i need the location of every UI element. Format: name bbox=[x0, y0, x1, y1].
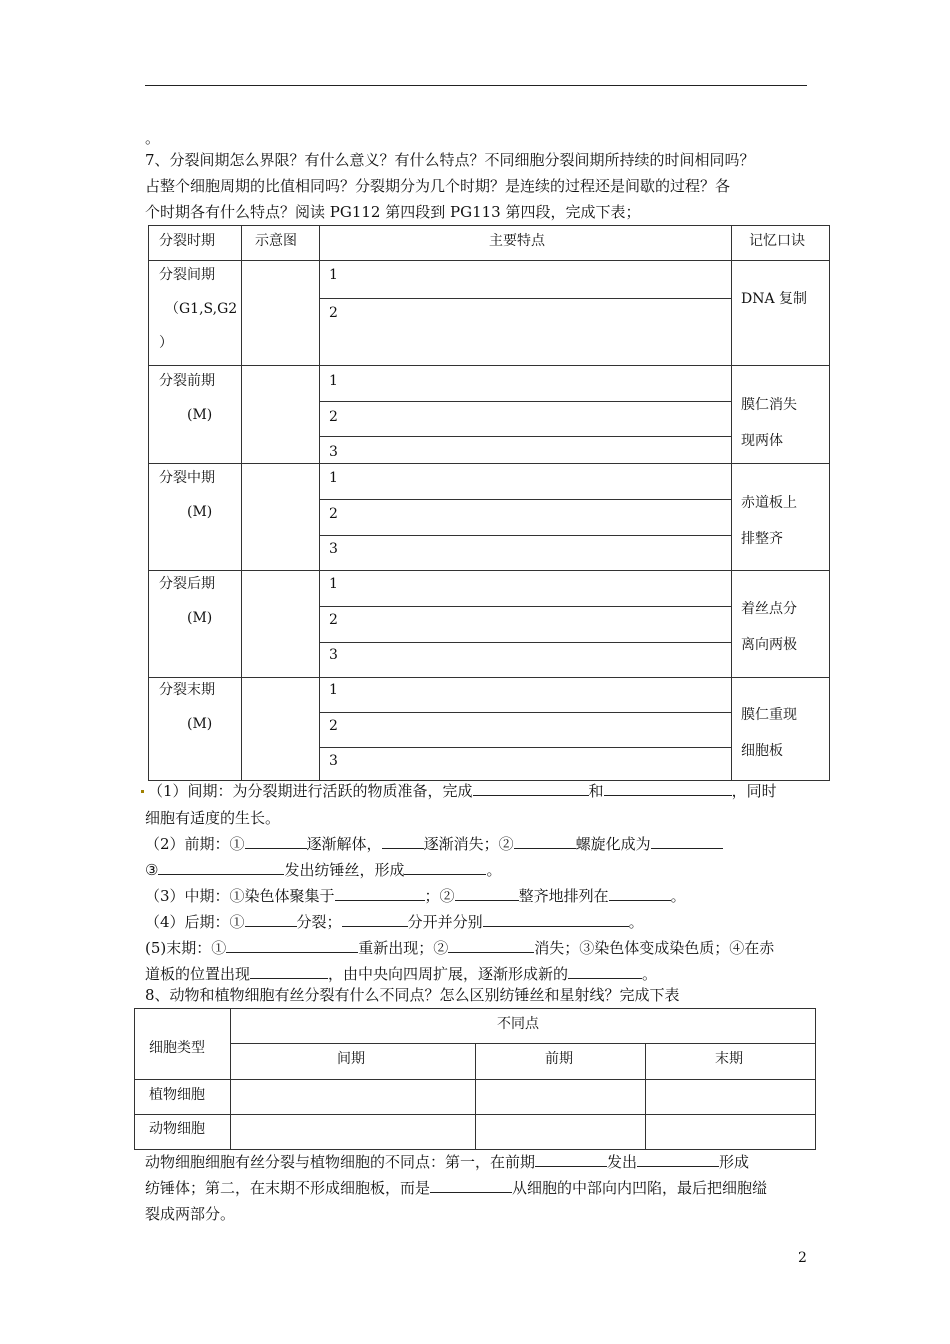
blank[interactable] bbox=[158, 858, 284, 875]
col-divider bbox=[731, 226, 732, 780]
question-7-line-3: 个时期各有什么特点？阅读 PG112 第四段到 PG113 第四段，完成下表； bbox=[145, 203, 641, 221]
margin-dot bbox=[141, 790, 144, 793]
stage-label: 分裂后期 bbox=[159, 576, 215, 592]
col-divider bbox=[645, 1043, 646, 1149]
item-number: 2 bbox=[329, 506, 338, 522]
item-number: 3 bbox=[329, 541, 338, 557]
blank[interactable] bbox=[245, 832, 307, 849]
page-number: 2 bbox=[798, 1250, 807, 1266]
item-number: 1 bbox=[329, 470, 338, 486]
col-header: 间期 bbox=[337, 1051, 365, 1067]
blank[interactable] bbox=[514, 832, 576, 849]
stage-label: 分裂间期 bbox=[159, 267, 215, 283]
blank[interactable] bbox=[448, 936, 534, 953]
blank[interactable] bbox=[245, 910, 297, 927]
mnemonic: 离向两极 bbox=[741, 637, 797, 653]
item-divider bbox=[319, 401, 731, 402]
blank[interactable] bbox=[335, 884, 425, 901]
col-header: 前期 bbox=[545, 1051, 573, 1067]
mitosis-stage-table bbox=[148, 225, 830, 781]
item-number: 1 bbox=[329, 267, 338, 283]
blank[interactable] bbox=[226, 936, 358, 953]
header-rule bbox=[145, 85, 807, 86]
blank[interactable] bbox=[609, 884, 671, 901]
item-divider bbox=[319, 436, 731, 437]
fill-line-5: （3）中期：①染色体聚集于 ；② 整齐地排列在 。 bbox=[145, 884, 686, 908]
question-7-line-1: 7、分裂间期怎么界限？有什么意义？有什么特点？不同细胞分裂间期所持续的时间相同吗？ bbox=[145, 151, 755, 169]
fill-line-2: 细胞有适度的生长。 bbox=[145, 809, 281, 827]
item-divider bbox=[319, 535, 731, 536]
final-line-2: 纺锤体；第二，在末期不形成细胞板，而是 从细胞的中部向内凹陷，最后把细胞缢 bbox=[145, 1176, 767, 1200]
plant-animal-table bbox=[134, 1008, 816, 1150]
row-divider bbox=[149, 570, 829, 571]
row-divider bbox=[149, 463, 829, 464]
row-divider bbox=[149, 677, 829, 678]
item-number: 2 bbox=[329, 612, 338, 628]
col-divider bbox=[319, 226, 320, 780]
fill-line-8: 道板的位置出现 ，由中央向四周扩展，逐渐形成新的 。 bbox=[145, 962, 657, 986]
group-header: 不同点 bbox=[497, 1016, 539, 1032]
blank[interactable] bbox=[637, 1150, 719, 1167]
blank[interactable] bbox=[568, 962, 642, 979]
item-number: 1 bbox=[329, 373, 338, 389]
question-8: 8、动物和植物细胞有丝分裂有什么不同点？怎么区别纺锤丝和星射线？完成下表 bbox=[145, 986, 680, 1004]
item-divider bbox=[319, 642, 731, 643]
item-divider bbox=[319, 298, 731, 299]
blank[interactable] bbox=[651, 832, 723, 849]
item-number: 3 bbox=[329, 753, 338, 769]
fill-line-1: （1）间期：为分裂期进行活跃的物质准备，完成 和 ，同时 bbox=[148, 779, 777, 803]
row-label: 植物细胞 bbox=[149, 1087, 205, 1103]
blank[interactable] bbox=[473, 779, 589, 796]
col-divider bbox=[241, 226, 242, 780]
row-divider bbox=[135, 1079, 815, 1080]
blank[interactable] bbox=[430, 1176, 512, 1193]
item-divider bbox=[319, 499, 731, 500]
stage-sub: （G1,S,G2 bbox=[165, 301, 238, 317]
row-divider bbox=[230, 1043, 815, 1044]
mnemonic: 着丝点分 bbox=[741, 601, 797, 617]
item-divider bbox=[319, 712, 731, 713]
blank[interactable] bbox=[404, 858, 486, 875]
blank[interactable] bbox=[483, 910, 629, 927]
item-number: 1 bbox=[329, 682, 338, 698]
stage-sub: (M) bbox=[187, 610, 213, 626]
stage-label: 分裂前期 bbox=[159, 373, 215, 389]
mnemonic: 排整齐 bbox=[741, 531, 783, 547]
mnemonic: 细胞板 bbox=[741, 743, 783, 759]
mnemonic: DNA 复制 bbox=[741, 291, 808, 307]
item-number: 2 bbox=[329, 409, 338, 425]
blank[interactable] bbox=[250, 962, 328, 979]
header-features: 主要特点 bbox=[489, 233, 545, 249]
col-divider bbox=[475, 1043, 476, 1149]
header-diagram: 示意图 bbox=[255, 233, 297, 249]
mnemonic: 膜仁重现 bbox=[741, 707, 797, 723]
blank[interactable] bbox=[342, 910, 408, 927]
fill-line-7: (5)末期：① 重新出现；② 消失；③染色体变成染色质；④在赤 bbox=[145, 936, 774, 960]
item-number: 2 bbox=[329, 305, 338, 321]
row-divider bbox=[135, 1114, 815, 1115]
mnemonic: 膜仁消失 bbox=[741, 397, 797, 413]
row-divider bbox=[149, 365, 829, 366]
blank[interactable] bbox=[455, 884, 519, 901]
col-header: 末期 bbox=[715, 1051, 743, 1067]
stage-sub: (M) bbox=[187, 407, 213, 423]
final-line-3: 裂成两部分。 bbox=[145, 1205, 236, 1223]
blank[interactable] bbox=[535, 1150, 607, 1167]
header-mnemonic: 记忆口诀 bbox=[749, 233, 805, 249]
stage-label: 分裂中期 bbox=[159, 470, 215, 486]
stage-label: 分裂末期 bbox=[159, 682, 215, 698]
item-number: 3 bbox=[329, 444, 338, 460]
item-number: 2 bbox=[329, 718, 338, 734]
mnemonic: 现两体 bbox=[741, 433, 783, 449]
question-7-line-2: 占整个细胞周期的比值相同吗？分裂期分为几个时期？是连续的过程还是间歇的过程？各 bbox=[145, 177, 731, 195]
blank[interactable] bbox=[604, 779, 732, 796]
final-line-1: 动物细胞细胞有丝分裂与植物细胞的不同点：第一，在前期 发出 形成 bbox=[145, 1150, 749, 1174]
row-label: 动物细胞 bbox=[149, 1121, 205, 1137]
stage-sub: (M) bbox=[187, 504, 213, 520]
row-header: 细胞类型 bbox=[149, 1040, 205, 1056]
blank[interactable] bbox=[382, 832, 424, 849]
stage-sub: ） bbox=[159, 335, 173, 351]
top-mark: 。 bbox=[145, 129, 161, 147]
fill-line-3: （2）前期：① 逐渐解体， 逐渐消失；② 螺旋化成为 bbox=[145, 832, 723, 856]
fill-line-4: ③ 发出纺锤丝，形成 。 bbox=[145, 858, 501, 882]
item-number: 3 bbox=[329, 647, 338, 663]
item-divider bbox=[319, 606, 731, 607]
stage-sub: (M) bbox=[187, 716, 213, 732]
item-divider bbox=[319, 747, 731, 748]
item-number: 1 bbox=[329, 576, 338, 592]
row-divider bbox=[149, 260, 829, 261]
fill-line-6: （4）后期：① 分裂； 分开并分别 。 bbox=[145, 910, 644, 934]
header-stage: 分裂时期 bbox=[159, 233, 215, 249]
mnemonic: 赤道板上 bbox=[741, 495, 797, 511]
